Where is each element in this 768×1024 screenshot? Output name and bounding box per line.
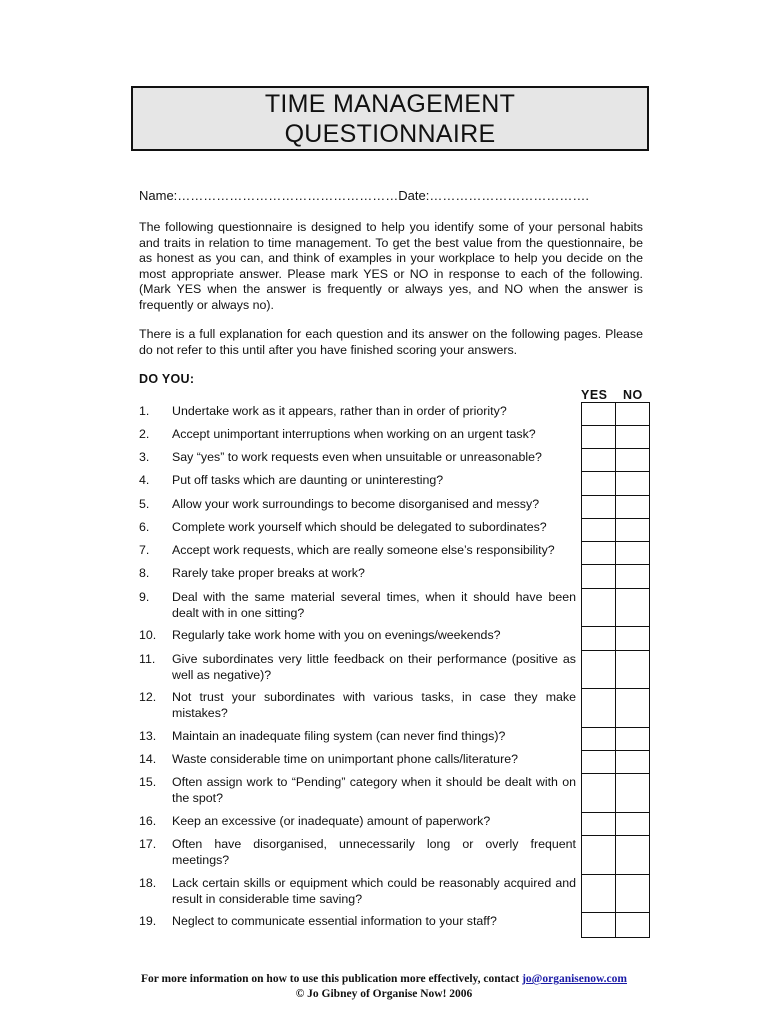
section-label: DO YOU: [139, 372, 195, 386]
yes-answer-box[interactable] [581, 912, 616, 938]
question-number: 9. [139, 590, 150, 604]
yes-column-header: YES [581, 388, 608, 402]
question-row [0, 690, 768, 729]
question-row [0, 520, 768, 543]
no-answer-box[interactable] [615, 812, 650, 836]
yes-answer-box[interactable] [581, 402, 616, 426]
question-row [0, 590, 768, 628]
question-row [0, 775, 768, 814]
question-text: Accept work requests, which are really someone else’s responsibility? [172, 543, 555, 557]
question-text: Put off tasks which are daunting or uninteresting? [172, 473, 444, 487]
question-row [0, 814, 768, 837]
no-answer-box[interactable] [615, 448, 650, 472]
question-number: 3. [139, 450, 150, 464]
yes-answer-box[interactable] [581, 588, 616, 627]
intro-paragraph-2: There is a full explanation for each question and its answer on the following pages. Please do not refer to this until after you have finished scoring your answers. [139, 327, 643, 357]
intro-paragraph-1: The following questionnaire is designed to help you identify some of your personal habits and traits in relation to time management. To get the best value from the questionnaire, be as honest as you can, and think of examples in your workplace to help you decide on the most appropriate answer. Please mark YES or NO in response to each of the following. (Mark YES when the answer is frequently or always yes, and NO when the answer is frequently or always no). [139, 220, 643, 312]
question-number: 10. [139, 628, 157, 642]
question-number: 6. [139, 520, 150, 534]
question-number: 14. [139, 752, 157, 766]
no-answer-box[interactable] [615, 650, 650, 689]
yes-answer-box[interactable] [581, 650, 616, 689]
question-text: Say “yes” to work requests even when unsuitable or unreasonable? [172, 450, 542, 464]
question-row [0, 729, 768, 752]
no-answer-box[interactable] [615, 912, 650, 938]
question-number: 5. [139, 497, 150, 511]
question-number: 4. [139, 473, 150, 487]
no-answer-box[interactable] [615, 874, 650, 913]
question-text: Regularly take work home with you on evenings/weekends? [172, 628, 501, 642]
yes-answer-box[interactable] [581, 835, 616, 875]
question-row [0, 427, 768, 450]
question-text: Deal with the same material several times, when it should have been dealt with in one sitting? [172, 590, 576, 620]
question-number: 13. [139, 729, 157, 743]
footer-contact [0, 973, 768, 985]
question-row [0, 450, 768, 473]
question-row [0, 543, 768, 566]
question-number: 15. [139, 775, 157, 789]
no-answer-box[interactable] [615, 750, 650, 774]
no-answer-box[interactable] [615, 495, 650, 519]
footer-contact-text: For more information on how to use this publication more effectively, contact [141, 973, 523, 985]
question-number: 7. [139, 543, 150, 557]
yes-answer-box[interactable] [581, 750, 616, 774]
question-text: Often have disorganised, unnecessarily long or overly frequent meetings? [172, 837, 576, 867]
no-answer-box[interactable] [615, 773, 650, 813]
title-line-2: QUESTIONNAIRE [284, 119, 496, 148]
no-answer-box[interactable] [615, 518, 650, 542]
title-line-1: TIME MANAGEMENT [264, 89, 516, 118]
no-answer-box[interactable] [615, 402, 650, 426]
question-row [0, 652, 768, 690]
question-number: 17. [139, 837, 157, 851]
no-answer-box[interactable] [615, 727, 650, 751]
question-number: 18. [139, 876, 157, 890]
question-text: Undertake work as it appears, rather than in order of priority? [172, 404, 507, 418]
question-row [0, 752, 768, 775]
question-row [0, 473, 768, 497]
no-answer-box[interactable] [615, 425, 650, 449]
no-answer-box[interactable] [615, 564, 650, 589]
question-text: Not trust your subordinates with various tasks, in case they make mistakes? [172, 690, 576, 720]
question-number: 11. [139, 652, 156, 666]
question-text: Lack certain skills or equipment which could be reasonably acquired and result in considerable time saving? [172, 876, 576, 906]
question-row [0, 914, 768, 939]
title-box [131, 86, 649, 151]
yes-answer-box[interactable] [581, 688, 616, 728]
yes-answer-box[interactable] [581, 518, 616, 542]
yes-answer-box[interactable] [581, 773, 616, 813]
no-answer-box[interactable] [615, 588, 650, 627]
yes-answer-box[interactable] [581, 471, 616, 496]
question-number: 8. [139, 566, 150, 580]
question-text: Allow your work surroundings to become disorganised and messy? [172, 497, 540, 511]
yes-answer-box[interactable] [581, 448, 616, 472]
no-column-header: NO [623, 388, 643, 402]
yes-answer-box[interactable] [581, 495, 616, 519]
no-answer-box[interactable] [615, 626, 650, 651]
question-text: Give subordinates very little feedback on their performance (positive as well as negative)? [172, 652, 576, 682]
question-row [0, 876, 768, 914]
yes-answer-box[interactable] [581, 874, 616, 913]
question-text: Complete work yourself which should be delegated to subordinates? [172, 520, 547, 534]
no-answer-box[interactable] [615, 471, 650, 496]
question-row [0, 628, 768, 652]
question-text: Maintain an inadequate filing system (can never find things)? [172, 729, 506, 743]
footer-email-link[interactable]: jo@organisenow.com [522, 973, 627, 985]
question-text: Rarely take proper breaks at work? [172, 566, 365, 580]
yes-answer-box[interactable] [581, 727, 616, 751]
question-number: 2. [139, 427, 150, 441]
no-answer-box[interactable] [615, 541, 650, 565]
question-number: 16. [139, 814, 157, 828]
question-text: Often assign work to “Pending” category when it should be dealt with on the spot? [172, 775, 576, 805]
yes-answer-box[interactable] [581, 425, 616, 449]
question-number: 19. [139, 914, 157, 928]
question-text: Accept unimportant interruptions when working on an urgent task? [172, 427, 536, 441]
question-row [0, 837, 768, 876]
question-row [0, 497, 768, 520]
question-text: Neglect to communicate essential information to your staff? [172, 914, 497, 928]
question-number: 1. [139, 404, 150, 418]
footer-copyright: © Jo Gibney of Organise Now! 2006 [295, 988, 473, 1000]
question-row [0, 566, 768, 590]
yes-answer-box[interactable] [581, 541, 616, 565]
no-answer-box[interactable] [615, 835, 650, 875]
yes-answer-box[interactable] [581, 626, 616, 651]
question-text: Keep an excessive (or inadequate) amount of paperwork? [172, 814, 491, 828]
question-number: 12. [139, 690, 157, 704]
no-answer-box[interactable] [615, 688, 650, 728]
yes-answer-box[interactable] [581, 564, 616, 589]
question-row [0, 404, 768, 427]
yes-answer-box[interactable] [581, 812, 616, 836]
question-text: Waste considerable time on unimportant phone calls/literature? [172, 752, 518, 766]
name-date-line: Name:……………………………………………Date:………………………………. [139, 188, 589, 203]
